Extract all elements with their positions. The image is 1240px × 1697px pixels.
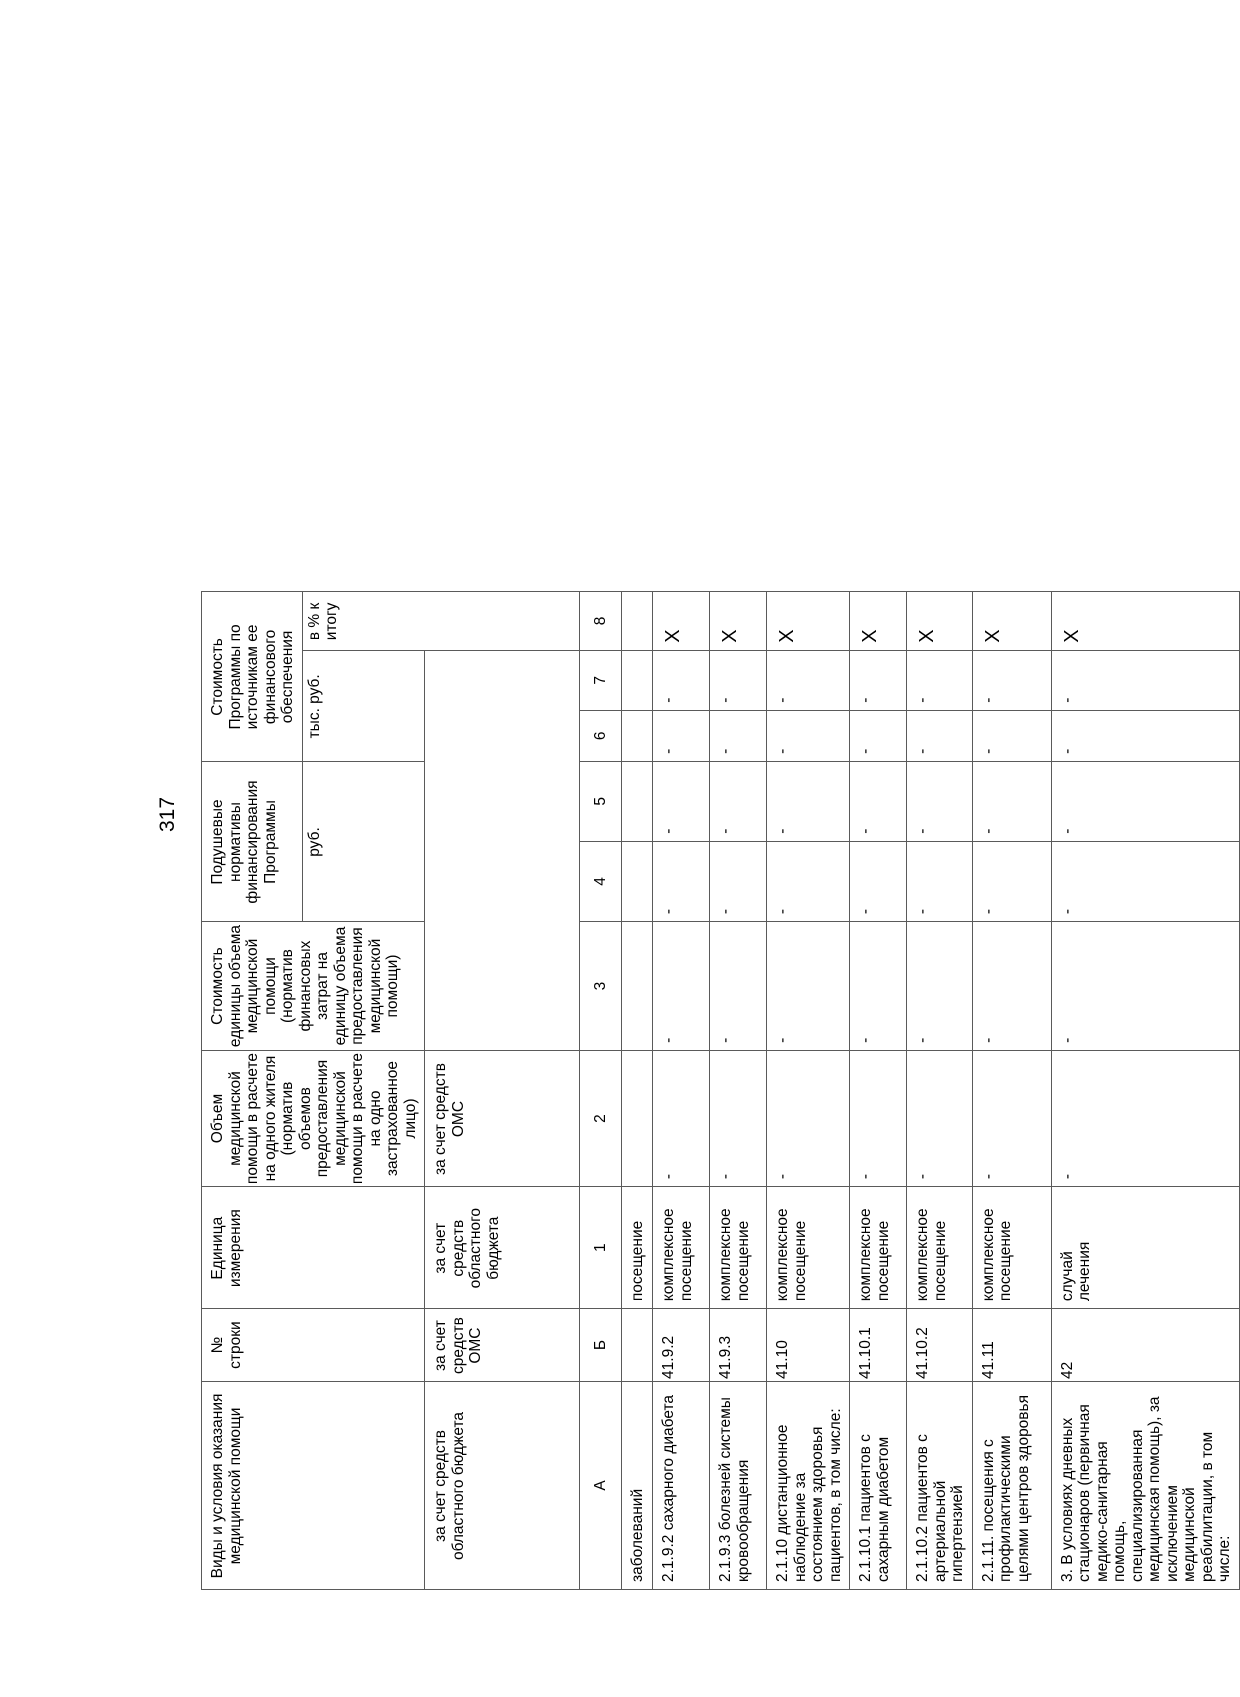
row-unit-cost-cell: -	[653, 922, 710, 1051]
row-percent-cell: X	[653, 592, 710, 651]
column-number-cell: 5	[580, 761, 622, 841]
row-budget-per-capita-cell	[622, 841, 653, 921]
header-rub: руб.	[302, 761, 425, 921]
row-oms-per-capita-cell: -	[972, 761, 1051, 841]
header-row-4	[425, 592, 580, 1590]
header-thousand-rub: тыс. руб.	[302, 650, 425, 761]
row-unit-cell: комплексное посещение	[653, 1187, 710, 1309]
row-volume-cell: -	[907, 1050, 973, 1186]
row-unit-cell: комплексное посещение	[972, 1187, 1051, 1309]
row-unit-cost-cell: -	[767, 922, 850, 1051]
row-percent-cell: X	[972, 592, 1051, 651]
row-percent-cell: X	[1051, 592, 1239, 651]
header-program-cost: Стоимость Программы по источникам ее финансового обеспечения	[202, 592, 303, 762]
row-budget-per-capita-cell: -	[710, 841, 767, 921]
row-percent-cell: X	[767, 592, 850, 651]
financing-table	[201, 591, 1240, 1590]
row-name-cell: 2.1.10.1 пациентов с сахарным диабетом	[850, 1381, 907, 1589]
table-row	[653, 592, 710, 1590]
row-unit-cost-cell: -	[710, 922, 767, 1051]
row-oms-per-capita-cell: -	[653, 761, 710, 841]
table-row	[767, 592, 850, 1590]
row-line-number-cell: 41.10.1	[850, 1309, 907, 1382]
header-col-7-oms: за счет средств ОМС	[425, 1050, 580, 1186]
row-name-cell: 2.1.10.2 пациентов с артериальной гипертензией	[907, 1381, 973, 1589]
row-budget-cost-cell	[622, 710, 653, 761]
row-budget-cost-cell: -	[1051, 710, 1239, 761]
table-row	[1051, 592, 1239, 1590]
row-line-number-cell: 41.11	[972, 1309, 1051, 1382]
table-row	[907, 592, 973, 1590]
row-unit-cell: комплексное посещение	[850, 1187, 907, 1309]
financing-table-rotated	[201, 591, 1240, 1590]
header-col-1: Единица измерения	[202, 1187, 425, 1309]
row-line-number-cell: 42	[1051, 1309, 1239, 1382]
row-unit-cost-cell: -	[850, 922, 907, 1051]
row-budget-cost-cell: -	[972, 710, 1051, 761]
row-unit-cell: посещение	[622, 1187, 653, 1309]
row-budget-per-capita-cell: -	[907, 841, 973, 921]
row-oms-cost-cell: -	[710, 650, 767, 710]
header-col-2: Объем медицинской помощи в расчете на одного жителя (норматив объемов предоставления медицинской помощи в расчете на одно застрахованное лицо)	[202, 1050, 425, 1186]
row-budget-cost-cell: -	[850, 710, 907, 761]
row-oms-per-capita-cell: -	[907, 761, 973, 841]
row-line-number-cell: 41.9.3	[710, 1309, 767, 1382]
column-number-cell: Б	[580, 1309, 622, 1382]
row-budget-cost-cell: -	[653, 710, 710, 761]
row-unit-cell: комплексное посещение	[710, 1187, 767, 1309]
header-col-4-budget: за счет средств областного бюджета	[425, 1381, 580, 1589]
row-unit-cost-cell	[622, 922, 653, 1051]
column-number-cell: 8	[580, 592, 622, 651]
row-oms-cost-cell: -	[767, 650, 850, 710]
header-row-1	[202, 592, 303, 1590]
row-volume-cell: -	[710, 1050, 767, 1186]
row-name-cell: 2.1.11. посещения с профилактическими целями центров здоровья	[972, 1381, 1051, 1589]
row-budget-per-capita-cell: -	[850, 841, 907, 921]
page-number: 317	[156, 796, 179, 832]
row-oms-per-capita-cell: -	[850, 761, 907, 841]
row-percent-cell	[622, 592, 653, 651]
row-budget-per-capita-cell: -	[1051, 841, 1239, 921]
header-per-capita-standards: Подушевые нормативы финансирования Программы	[202, 761, 303, 921]
header-col-6-budget: за счет средств областного бюджета	[425, 1187, 580, 1309]
row-unit-cell: комплексное посещение	[767, 1187, 850, 1309]
row-oms-cost-cell: -	[907, 650, 973, 710]
row-budget-cost-cell: -	[907, 710, 973, 761]
table-row	[850, 592, 907, 1590]
table-row	[710, 592, 767, 1590]
row-name-cell: 2.1.9.3 болезней системы кровообращения	[710, 1381, 767, 1589]
row-name-cell: заболеваний	[622, 1381, 653, 1589]
row-name-cell: 2.1.10 дистанционное наблюдение за состоянием здоровья пациентов, в том числе:	[767, 1381, 850, 1589]
row-budget-cost-cell: -	[710, 710, 767, 761]
row-unit-cost-cell: -	[907, 922, 973, 1051]
row-oms-cost-cell: -	[972, 650, 1051, 710]
header-col-3: Стоимость единицы объема медицинской помощи (норматив финансовых затрат на единицу объема предоставления медицинской помощи)	[202, 922, 425, 1051]
row-percent-cell: X	[710, 592, 767, 651]
row-name-cell: 2.1.9.2 сахарного диабета	[653, 1381, 710, 1589]
row-budget-per-capita-cell: -	[767, 841, 850, 921]
row-volume-cell: -	[850, 1050, 907, 1186]
row-budget-cost-cell: -	[767, 710, 850, 761]
row-oms-per-capita-cell	[622, 761, 653, 841]
row-line-number-cell: 41.10.2	[907, 1309, 973, 1382]
table-row	[622, 592, 653, 1590]
column-number-cell: 7	[580, 650, 622, 710]
row-oms-cost-cell: -	[1051, 650, 1239, 710]
column-number-row	[580, 592, 622, 1590]
row-unit-cost-cell: -	[972, 922, 1051, 1051]
column-number-cell: А	[580, 1381, 622, 1589]
header-col-5-oms: за счет средств ОМС	[425, 1309, 580, 1382]
row-budget-per-capita-cell: -	[972, 841, 1051, 921]
row-volume-cell: -	[767, 1050, 850, 1186]
row-oms-per-capita-cell: -	[1051, 761, 1239, 841]
row-volume-cell: -	[1051, 1050, 1239, 1186]
row-line-number-cell: 41.10	[767, 1309, 850, 1382]
column-number-cell: 3	[580, 922, 622, 1051]
row-oms-cost-cell	[622, 650, 653, 710]
table-row	[972, 592, 1051, 1590]
row-unit-cost-cell: -	[1051, 922, 1239, 1051]
row-unit-cell: комплексное посещение	[907, 1187, 973, 1309]
row-oms-per-capita-cell: -	[710, 761, 767, 841]
row-budget-per-capita-cell: -	[653, 841, 710, 921]
header-percent-of-total: в % к итогу	[302, 592, 580, 651]
header-col-b: № строки	[202, 1309, 425, 1382]
row-name-cell: 3. В условиях дневных стационаров (первичная медико-санитарная помощь, специализированная медицинская помощь), за исключением медицинской реабилитации, в том числе:	[1051, 1381, 1239, 1589]
row-oms-cost-cell: -	[653, 650, 710, 710]
column-number-cell: 2	[580, 1050, 622, 1186]
row-line-number-cell: 41.9.2	[653, 1309, 710, 1382]
row-unit-cell: случай лечения	[1051, 1187, 1239, 1309]
row-percent-cell: X	[907, 592, 973, 651]
row-volume-cell: -	[972, 1050, 1051, 1186]
row-oms-cost-cell: -	[850, 650, 907, 710]
column-number-cell: 1	[580, 1187, 622, 1309]
row-volume-cell: -	[653, 1050, 710, 1186]
row-oms-per-capita-cell: -	[767, 761, 850, 841]
header-col-a: Виды и условия оказания медицинской помощи	[202, 1381, 425, 1589]
column-number-cell: 6	[580, 710, 622, 761]
row-volume-cell	[622, 1050, 653, 1186]
row-line-number-cell	[622, 1309, 653, 1382]
row-percent-cell: X	[850, 592, 907, 651]
table-body	[202, 592, 1240, 1590]
column-number-cell: 4	[580, 841, 622, 921]
